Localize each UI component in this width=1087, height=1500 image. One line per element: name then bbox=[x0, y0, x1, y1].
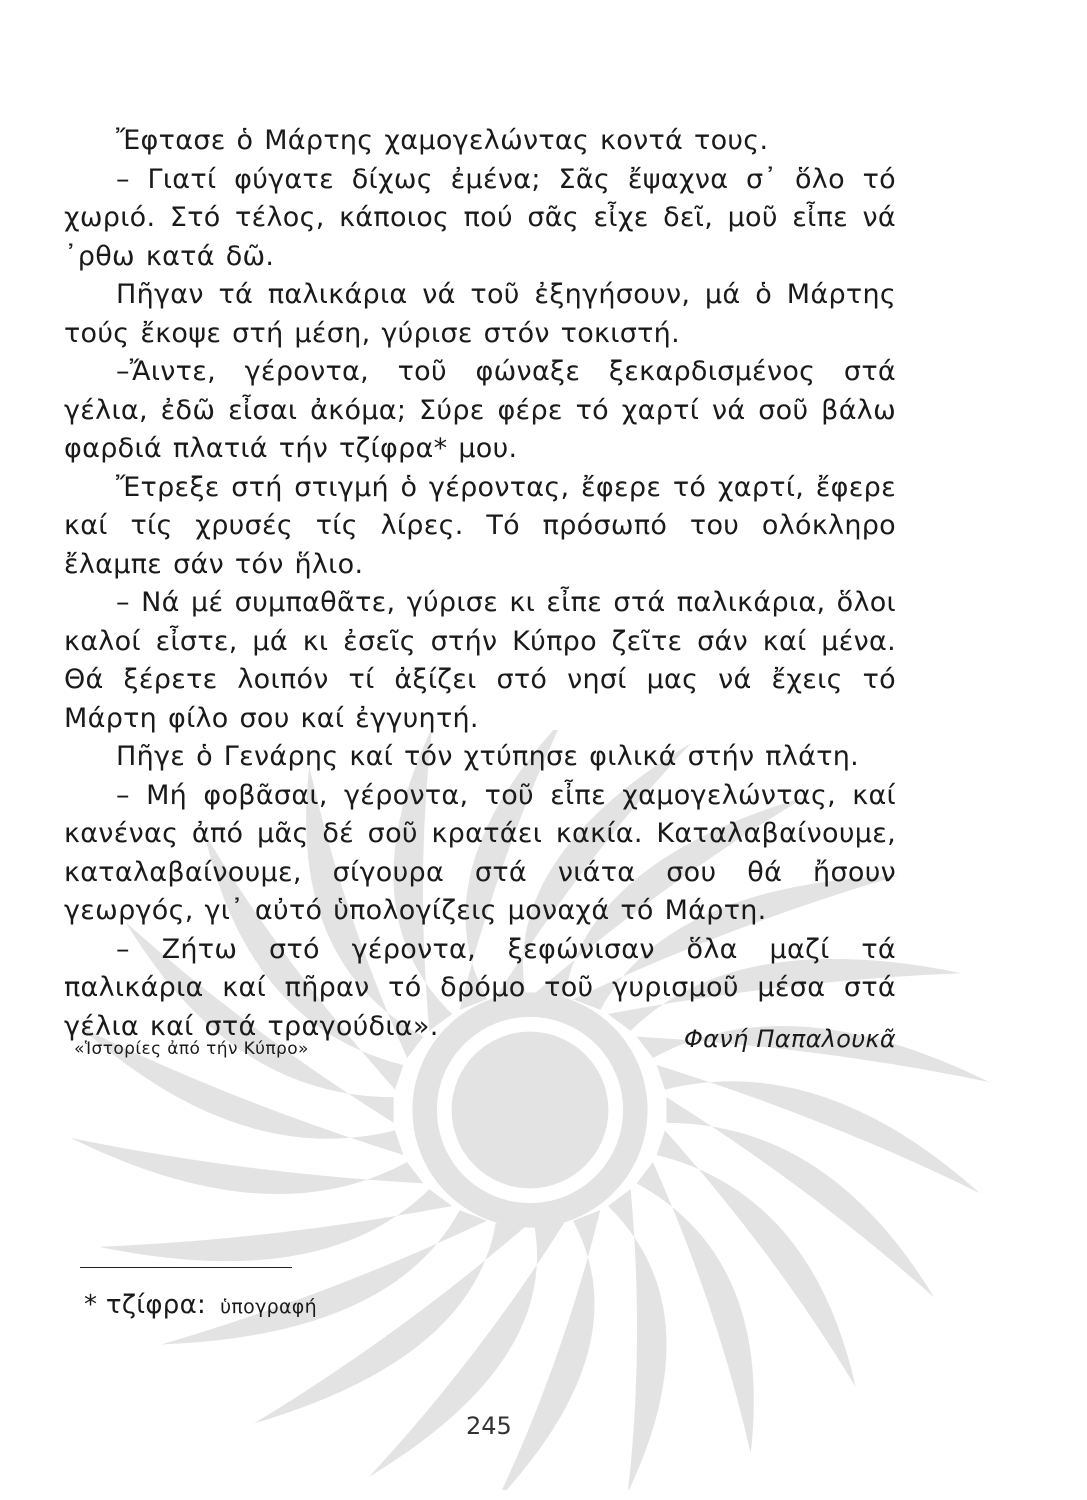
sun-ray bbox=[657, 1130, 856, 1386]
paragraph: Πῆγαν τά παλικάρια νά τοῦ ἐξηγήσουν, μά ὁ Μάρτης τούς ἔκοψε στή μέση, γύρισε στόν τοκιστή. bbox=[64, 279, 896, 349]
paragraph: – Γιατί φύγατε δίχως ἐμένα; Σᾶς ἔψαχνα σ᾽ ὅλο τό χωριό. Στό τέλος, κάποιος πού σᾶς εἶχε δεῖ, μοῦ εἶπε νά ᾽ρθω κατά δῶ. bbox=[64, 163, 896, 272]
paragraph: – Μή φοβᾶσαι, γέροντα, τοῦ εἶπε χαμογελώντας, καί κανένας ἀπό μᾶς δέ σοῦ κρατάει κακία. Καταλαβαίνουμε, καταλαβαίνουμε, σίγουρα στά νιάτα σου θά ἤσουν γεωργός, γι᾽ αὐτό ὑπολογίζεις μοναχά τό Μάρτη. bbox=[64, 779, 896, 926]
sun-ray bbox=[71, 1138, 424, 1194]
paragraph: –Ἄιντε, γέροντα, τοῦ φώναξε ξεκαρδισμένος στά γέλια, ἐδῶ εἶσαι ἀκόμα; Σύρε φέρε τό χαρτί νά σοῦ βάλω φαρδιά πλατιά τήν τζίφρα* μου. bbox=[64, 356, 896, 464]
page-number: 245 bbox=[466, 1412, 512, 1440]
paragraph: Ἔφτασε ὁ Μάρτης χαμογελώντας κοντά τους. bbox=[116, 125, 769, 156]
footnote-divider bbox=[80, 1267, 292, 1268]
sun-ray bbox=[497, 1210, 600, 1490]
footnote-definition: ὑπογραφή bbox=[220, 1296, 317, 1318]
paragraph: Ἔτρεξε στή στιγμή ὁ γέροντας, ἔφερε τό χαρτί, ἔφερε καί τίς χρυσές τίς λίρες. Τό πρόσωπό του ολόκληρο ἔλαμπε σάν τόν ἥλιο. bbox=[64, 471, 896, 580]
footnote bbox=[84, 1290, 317, 1320]
body-text bbox=[64, 122, 896, 1046]
sun-ray bbox=[98, 1189, 452, 1261]
closing-attribution bbox=[64, 1025, 896, 1065]
sun-ray bbox=[608, 1189, 667, 1490]
paragraph: – Νά μέ συμπαθᾶτε, γύρισε κι εἶπε στά παλικάρια, ὅλοι καλοί εἶστε, μά κι ἐσεῖς στήν Κύπρο ζεῖτε σάν καί μένα. Θά ξέρετε λοιπόν τί ἀξίζει στό νησί μας νά ἔχεις τό Μάρτη φίλο σου καί ἐγγυητή. bbox=[64, 587, 896, 734]
paragraph: Πῆγε ὁ Γενάρης καί τόν χτύπησε φιλικά στήν πλάτη. bbox=[116, 741, 860, 772]
source-citation: «Ἱστορίες ἀπό τήν Κύπρο» bbox=[74, 1039, 309, 1059]
author-name: Φανή Παπαλουκᾶ bbox=[683, 1025, 896, 1053]
paragraph: – Ζήτω στό γέροντα, ξεφώνισαν ὅλα μαζί τά παλικάρια καί πῆραν τό δρόμο τοῦ γυρισμοῦ μέσα στά γέλια καί στά τραγούδια». bbox=[64, 933, 896, 1042]
footnote-term: * τζίφρα: bbox=[84, 1290, 207, 1320]
